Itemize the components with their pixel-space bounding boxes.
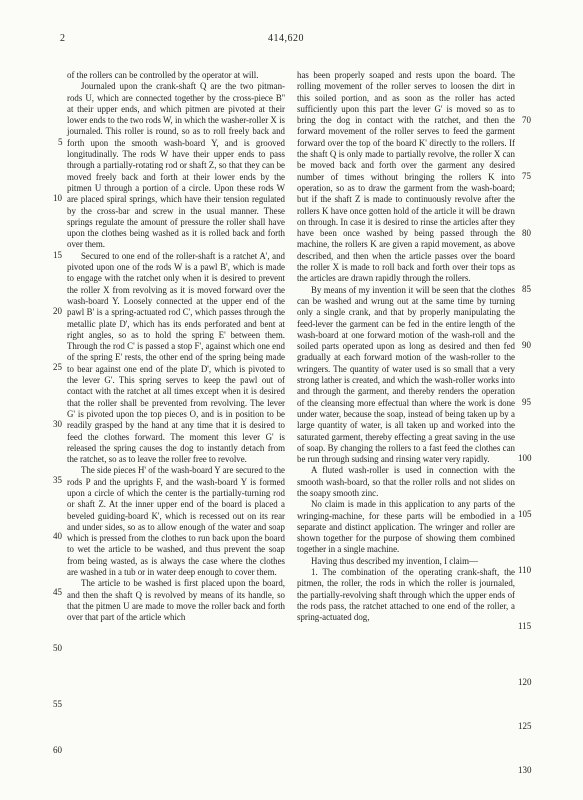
paragraph: Journaled upon the crank-shaft Q are the two pitman-rods U, which are connected together by the cross-piece B'' at their upper ends, and which pitmen are pivoted at their lower ends to the two rods W, in which the washer-roller X is journaled. This roller is round, so as to roll freely back and forth upon the smooth wash-board Y, and is grooved longitudinally. The rods W have their upper ends to pass through a partially-rotating rod or shaft Z, so that they can be moved freely back and forth at their lower ends by the pitmen U through a portion of a circle. Upon these rods W are placed spiral springs, which have their tension regulated by the cross-bar and screw in the usual manner. These springs regulate the amount of pressure the roller shall have upon the clothes being washed as it is rolled back and forth over them. (67, 81, 285, 250)
line-number: 70 (522, 115, 531, 125)
line-number: 80 (522, 228, 531, 238)
line-number: 110 (518, 565, 532, 575)
line-number: 90 (522, 340, 531, 350)
line-number: 25 (53, 362, 62, 372)
page-number: 2 (60, 33, 65, 44)
left-column (67, 70, 285, 624)
line-number: 35 (53, 475, 62, 485)
line-number: 100 (518, 453, 532, 463)
paragraph: Secured to one end of the roller-shaft is a ratchet A', and pivoted upon one of the rods W is a pawl B', which is made to engage with the ratchet only when it is desired to prevent the roller X from revolving as it is moved forward over the wash-board Y. Loosely connected at the upper end of the pawl B' is a spring-actuated rod C', which passes through the metallic plate D', which has its ends perforated and bent at right angles, so as to hold the spring E' between them. Through the rod C' is passed a stop F', against which one end of the spring E' rests, the other end of the spring being made to bear against one end of the plate D', which is pivoted to the lever G'. This spring serves to keep the pawl out of contact with the ratchet at all times except when it is desired that the roller shall be prevented from revolving. The lever G' is pivoted upon the top pieces O, and is in position to be readily grasped by the hand at any time that it is desired to feed the clothes forward. The moment this lever G' is released the spring causes the dog to instantly detach from the ratchet, so as to leave the roller free to revolve. (67, 250, 285, 465)
line-number: 105 (518, 509, 532, 519)
paragraph: No claim is made in this application to any parts of the wringing-machine, for these parts will be embodied in a separate and distinct application. The wringer and roller are shown together for the purpose of showing them combined together in a single machine. (297, 499, 515, 555)
line-number: 50 (53, 643, 62, 653)
line-number: 30 (53, 419, 62, 429)
patent-number: 414,620 (268, 33, 304, 44)
paragraph: The side pieces H' of the wash-board Y are secured to the rods P and the uprights F, and the wash-board Y is formed upon a circle of which the center is the partially-turning rod or shaft Z. At the inner upper end of the board is placed a beveled guiding-board K', which is recessed out on its rear and under sides, so as to allow enough of the water and soap which is pressed from the clothes to run back upon the board to wet the article to be washed, and thus prevent the soap from being wasted, as is always the case where the clothes are washed in a tub or in water deep enough to cover them. (67, 465, 285, 578)
line-number: 125 (518, 721, 532, 731)
line-number: 10 (53, 193, 62, 203)
right-column (297, 70, 515, 624)
paragraph: 1. The combination of the operating crank-shaft, the pitmen, the roller, the rods in which the roller is journaled, the partially-revolving shaft through which the upper ends of the rods pass, the ratchet attached to one end of the roller, a spring-actuated dog, (297, 567, 515, 623)
paragraph: of the rollers can be controlled by the operator at will. (67, 70, 259, 80)
line-number: 40 (53, 531, 62, 541)
line-number: 130 (518, 765, 532, 775)
line-number: 15 (53, 250, 62, 260)
paragraph: By means of my invention it will be seen that the clothes can be washed and wrung out at the same time by turning only a single crank, and that by properly manipulating the feed-lever the garment can be fed in the entire length of the wash-board at one forward motion of the wash-roll and the soiled parts operated upon as long as desired and then fed gradually at each forward motion of the wash-roller to the wringers. The quantity of water used is so small that a very strong lather is created, and which the wash-roller works into and through the garment, and thereby renders the operation of the cleansing more effectual than where the work is done under water, because the soap, instead of being taken up by a large quantity of water, is all taken up and worked into the saturated garment, thereby effecting a great saving in the use of soap. By changing the rollers to a fast feed the clothes can be run through sudsing and rinsing water very rapidly. (297, 284, 515, 465)
line-number: 60 (53, 745, 62, 755)
line-number: 5 (58, 137, 63, 147)
paragraph: The article to be washed is first placed upon the board, and then the shaft Q is revolved by means of its handle, so that the pitmen U are made to move the roller back and forth over that part of the article which (67, 578, 285, 623)
paragraph: A fluted wash-roller is used in connection with the smooth wash-board, so that the roller rolls and not slides on the soapy smooth zinc. (297, 465, 515, 498)
line-number: 85 (522, 284, 531, 294)
paragraph: has been properly soaped and rests upon the board. The rolling movement of the roller serves to loosen the dirt in this soiled portion, and as soon as the roller has acted sufficiently upon this part the lever G' is moved so as to bring the dog in contact with the ratchet, and then the forward movement of the roller serves to feed the garment forward over the top of the board K' directly to the rollers. If the shaft Q is only made to partially revolve, the roller X can be moved back and forth over the garment any desired number of times without bringing the rollers K into operation, so as to draw the garment from the wash-board; but if the shaft Z is made to continuously revolve after the rollers K have once gotten hold of the article it will be drawn on through. In case it is desired to rinse the articles after they have been once washed by being passed through the machine, the rollers K are given a rapid movement, as above described, and then when the article passes over the board the roller X is made to roll back and forth over their tops as the articles are drawn rapidly through the rollers. (297, 70, 515, 284)
line-number: 115 (518, 621, 532, 631)
line-number: 120 (518, 677, 532, 687)
line-number: 55 (53, 699, 62, 709)
line-number: 75 (522, 171, 531, 181)
line-number: 20 (53, 306, 62, 316)
paragraph: Having thus described my invention, I claim— (311, 555, 478, 566)
line-number: 95 (522, 397, 531, 407)
line-number: 45 (53, 587, 62, 597)
